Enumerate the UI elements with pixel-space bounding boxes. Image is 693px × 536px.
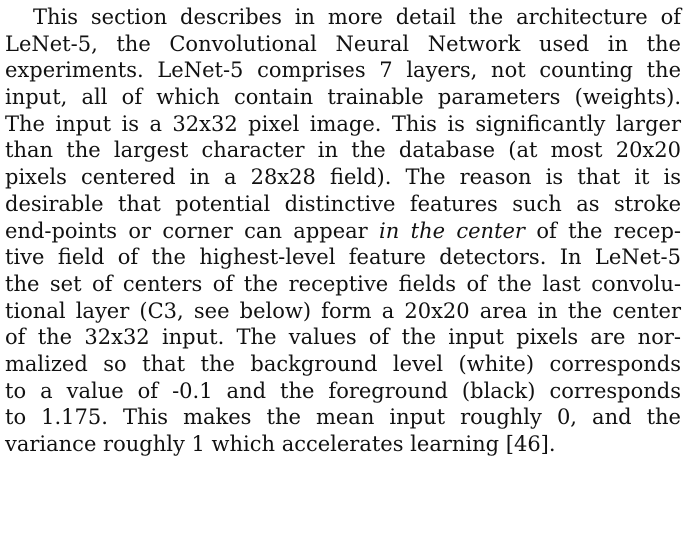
body-paragraph: [5, 4, 681, 458]
text-line: desirable that potential distinctive features such as stroke: [5, 191, 681, 216]
text-line: tional layer (C3, see below) form a 20x20 area in the center: [5, 298, 681, 323]
text-segment: end-points or corner can appear: [5, 218, 380, 243]
text-line: This section describes in more detail the architecture of: [33, 5, 681, 29]
text-line: malized so that the background level (white) corresponds: [5, 351, 681, 376]
text-line: the set of centers of the receptive fields of the last convolu-: [5, 271, 681, 296]
emphasized-text: in the center: [379, 218, 525, 243]
text-line: than the largest character in the database (at most 20x20: [5, 138, 681, 163]
text-line: input, all of which contain trainable parameters (weights).: [5, 85, 681, 110]
text-line: variance roughly 1 which accelerates learning [46].: [5, 432, 556, 456]
text-segment: of the recep-: [524, 218, 681, 243]
text-line: [5, 218, 681, 245]
text-line: The input is a 32x32 pixel image. This is significantly larger: [5, 111, 681, 136]
text-line: pixels centered in a 28x28 field). The reason is that it is: [5, 165, 681, 190]
text-line: tive field of the highest-level feature detectors. In LeNet-5: [5, 245, 681, 270]
text-line: experiments. LeNet-5 comprises 7 layers, not counting the: [5, 58, 681, 83]
text-line: of the 32x32 input. The values of the input pixels are nor-: [5, 325, 681, 350]
text-line: LeNet-5, the Convolutional Neural Network used in the: [5, 31, 681, 56]
text-line: to 1.175. This makes the mean input roughly 0, and the: [5, 405, 681, 430]
text-line: to a value of -0.1 and the foreground (black) corresponds: [5, 378, 681, 403]
